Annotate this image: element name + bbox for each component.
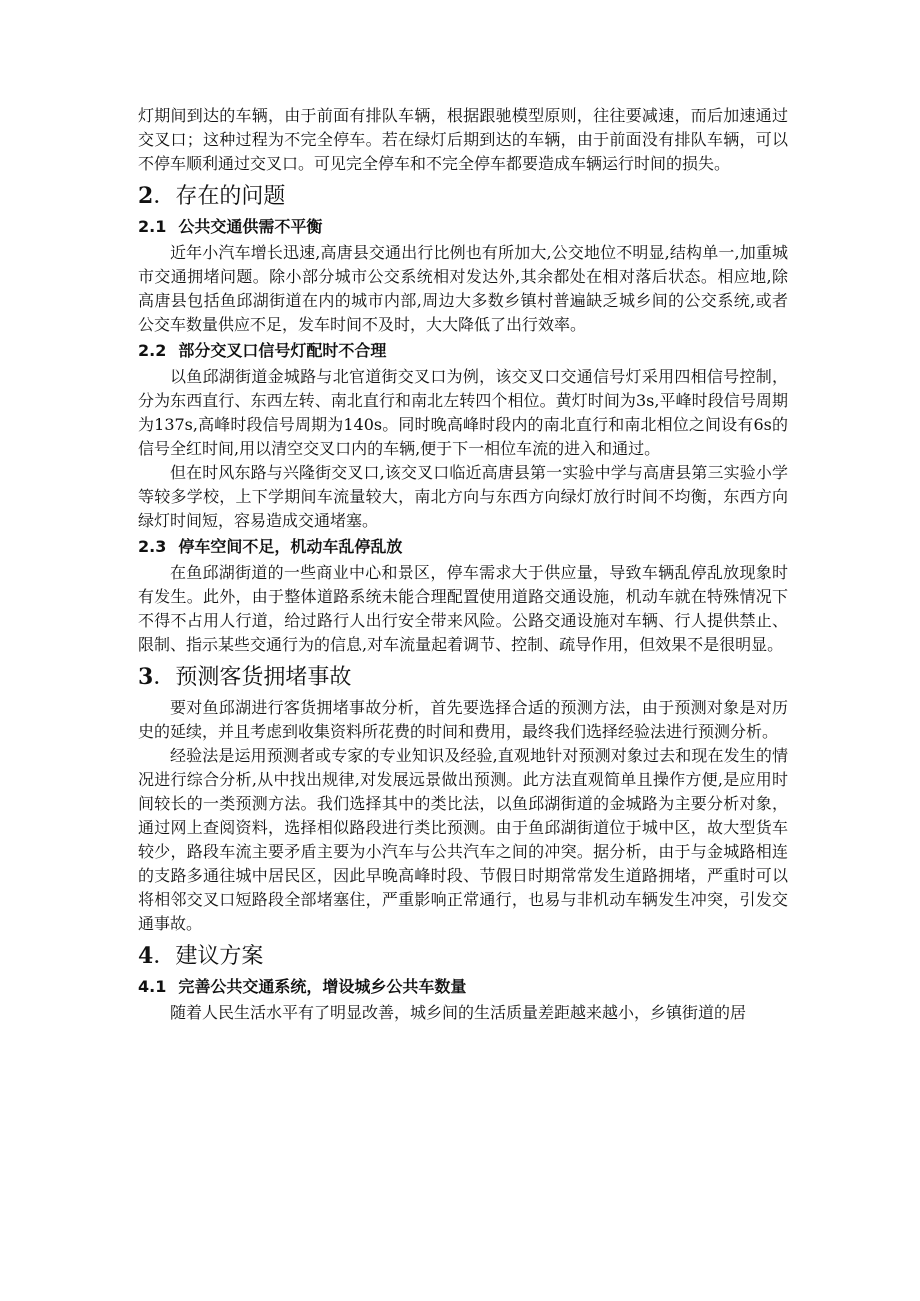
subsection-number: 4.1 [138,977,167,996]
paragraph: 以鱼邱湖街道金城路与北官道街交叉口为例，该交叉口交通信号灯采用四相信号控制，分为东西直行、东西左转、南北直行和南北左转四个相位。黄灯时间为3s,平峰时段信号周期为137s,高峰时段信号周期为140s。同时晚高峰时段内的南北直行和南北相位之间设有6s的信号全红时间,用以清空交叉口内的车辆,便于下一相位车流的进入和通过。 [138,367,788,458]
subsection-heading-2-1 [138,215,788,239]
paragraph: 经验法是运用预测者或专家的专业知识及经验,直观地针对预测对象过去和现在发生的情况进行综合分析,从中找出规律,对发展远景做出预测。此方法直观简单且操作方便,是应用时间较长的一类预测方法。我们选择其中的类比法，以鱼邱湖街道的金城路为主要分析对象，通过网上查阅资料，选择相似路段进行类比预测。由于鱼邱湖街道位于城中区，故大型货车较少，路段车流主要矛盾主要为小汽车与公共汽车之间的冲突。据分析，由于与金城路相连的支路多通往城中居民区，因此早晚高峰时段、节假日时期常常发生道路拥堵，严重时可以将相邻交叉口短路段全部堵塞住，严重影响正常通行，也易与非机动车辆发生冲突，引发交通事故。 [138,746,788,933]
subsection-number: 2.3 [138,537,167,556]
section-number: 2 [138,183,154,209]
section-title: ．建议方案 [153,944,264,969]
paragraph: 要对鱼邱湖进行客货拥堵事故分析，首先要选择合适的预测方法，由于预测对象是对历史的延续，并且考虑到收集资料所花费的时间和费用，最终我们选择经验法进行预测分析。 [138,698,788,741]
subsection-title: 停车空间不足，机动车乱停乱放 [178,537,403,556]
section-title: ．预测客货拥堵事故 [153,665,352,690]
section-heading-3 [138,661,788,694]
section-number: 4 [138,943,154,969]
paragraph: 近年小汽车增长迅速,高唐县交通出行比例也有所加大,公交地位不明显,结构单一,加重城市交通拥堵问题。除小部分城市公交系统相对发达外,其余都处在相对落后状态。相应地,除高唐县包括鱼邱湖街道在内的城市内部,周边大多数乡镇村普遍缺乏城乡间的公交系统,或者公交车数量供应不足，发车时间不及时，大大降低了出行效率。 [138,243,788,334]
subsection-heading-2-3 [138,535,788,559]
paragraph: 在鱼邱湖街道的一些商业中心和景区，停车需求大于供应量，导致车辆乱停乱放现象时有发生。此外，由于整体道路系统未能合理配置使用道路交通设施，机动车就在特殊情况下不得不占用人行道，给过路行人出行安全带来风险。公路交通设施对车辆、行人提供禁止、限制、指示某些交通行为的信息,对车流量起着调节、控制、疏导作用，但效果不是很明显。 [138,563,788,654]
section-heading-2 [138,180,788,213]
section-heading-4 [138,940,788,973]
subsection-number: 2.1 [138,217,167,236]
subsection-title: 部分交叉口信号灯配时不合理 [178,341,387,360]
paragraph: 但在时风东路与兴隆街交叉口,该交叉口临近高唐县第一实验中学与高唐县第三实验小学等较多学校，上下学期间车流量较大，南北方向与东西方向绿灯放行时间不均衡，东西方向绿灯时间短，容易造成交通堵塞。 [138,463,788,530]
section-number: 3 [138,664,154,690]
section-title: ．存在的问题 [153,184,286,209]
paragraph: 随着人民生活水平有了明显改善，城乡间的生活质量差距越来越小，乡镇街道的居 [170,1003,747,1022]
document-body [138,104,788,1025]
subsection-heading-2-2 [138,339,788,363]
paragraph-continuation: 灯期间到达的车辆，由于前面有排队车辆，根据跟驰模型原则，往往要减速，而后加速通过交叉口；这种过程为不完全停车。若在绿灯后期到达的车辆，由于前面没有排队车辆，可以不停车顺利通过交叉口。可见完全停车和不完全停车都要造成车辆运行时间的损失。 [138,106,788,173]
subsection-title: 完善公共交通系统，增设城乡公共车数量 [178,977,467,996]
subsection-title: 公共交通供需不平衡 [178,217,323,236]
subsection-number: 2.2 [138,341,167,360]
subsection-heading-4-1 [138,975,788,999]
